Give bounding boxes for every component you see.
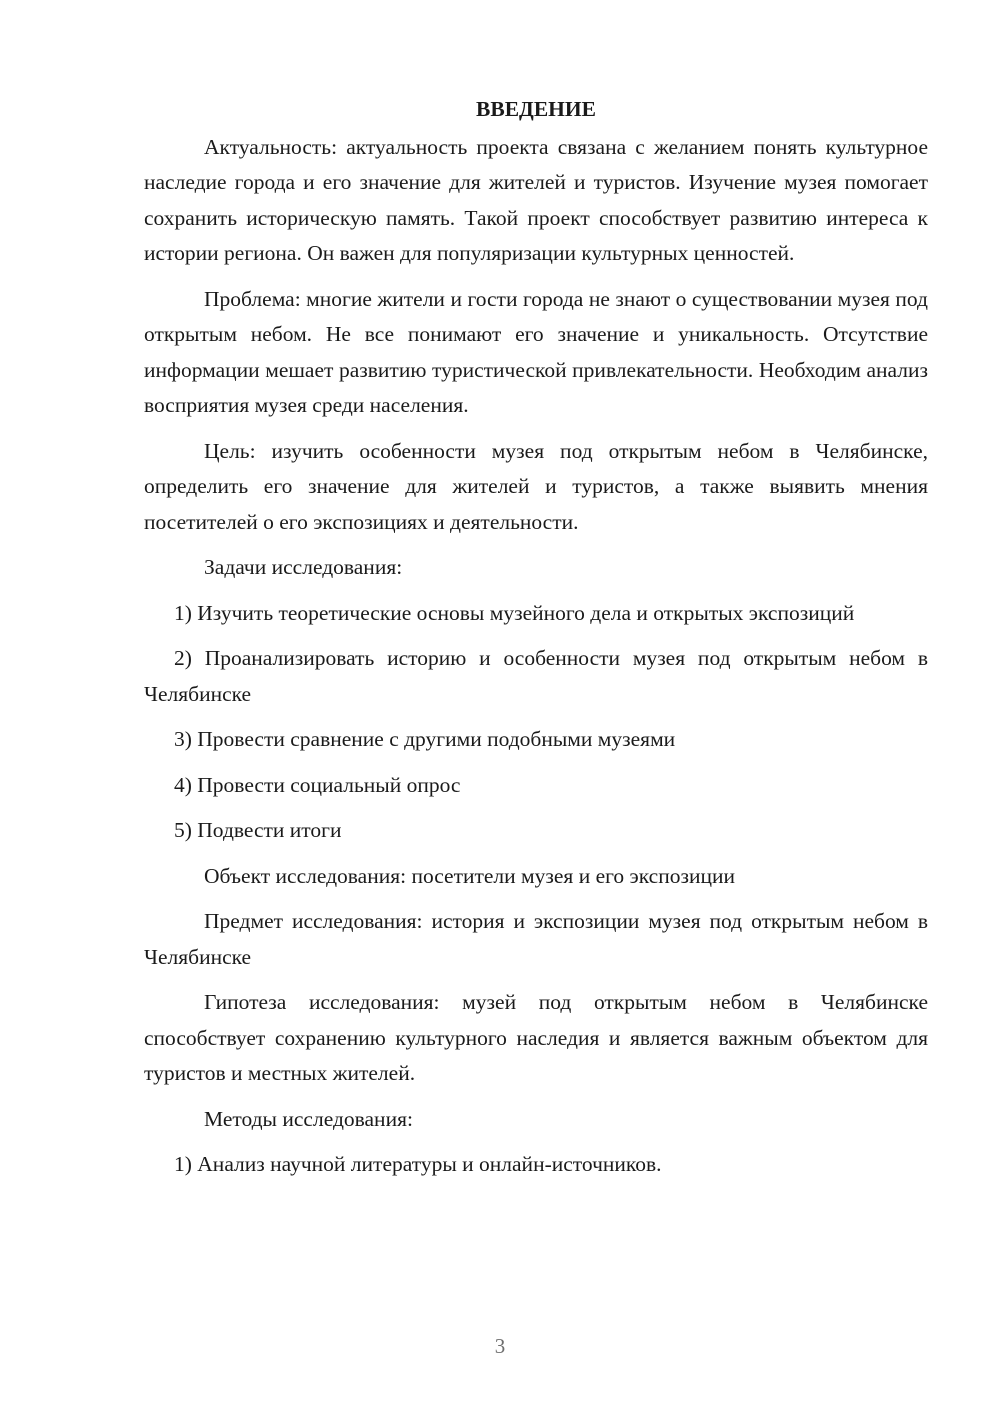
subject-paragraph: Предмет исследования: история и экспозиции музея под открытым небом в Челябинске xyxy=(144,909,928,969)
hypothesis-paragraph: Гипотеза исследования: музей под открытым небом в Челябинске способствует сохранению культурного наследия и является важным объектом для туристов и местных жителей. xyxy=(144,990,928,1085)
task-item-2: 2) Проанализировать историю и особенности музея под открытым небом в Челябинске xyxy=(144,646,928,706)
task-item-4: 4) Провести социальный опрос xyxy=(174,772,461,797)
method-item-1: 1) Анализ научной литературы и онлайн-источников. xyxy=(174,1152,662,1176)
document-page xyxy=(144,92,928,1183)
object-paragraph: Объект исследования: посетители музея и его экспозиции xyxy=(204,863,735,888)
methods-heading: Методы исследования: xyxy=(204,1106,413,1131)
task-item-3: 3) Провести сравнение с другими подобными музеями xyxy=(174,727,676,751)
problem-paragraph: Проблема: многие жители и гости города не знают о существовании музея под открытым небом. Не все понимают его значение и уникальность. Отсутствие информации мешает развитию туристической привлекательности. Необходим анализ восприятия музея среди населения. xyxy=(144,286,928,417)
task-item-1: 1) Изучить теоретические основы музейного дела и открытых экспозиций xyxy=(174,600,855,625)
section-title: ВВЕДЕНИЕ xyxy=(476,97,596,121)
goal-paragraph: Цель: изучить особенности музея под открытым небом в Челябинске, определить его значение для жителей и туристов, а также выявить мнения посетителей о его экспозициях и деятельности. xyxy=(144,438,928,534)
task-item-5: 5) Подвести итоги xyxy=(174,818,342,842)
page-number: 3 xyxy=(494,1334,506,1358)
relevance-paragraph: Актуальность: актуальность проекта связана с желанием понять культурное наследие города и его значение для жителей и туристов. Изучение музея помогает сохранить историческую память. Такой проект способствует развитию интереса к истории региона. Он важен для популяризации культурных ценностей. xyxy=(144,134,928,265)
tasks-heading: Задачи исследования: xyxy=(204,555,403,579)
